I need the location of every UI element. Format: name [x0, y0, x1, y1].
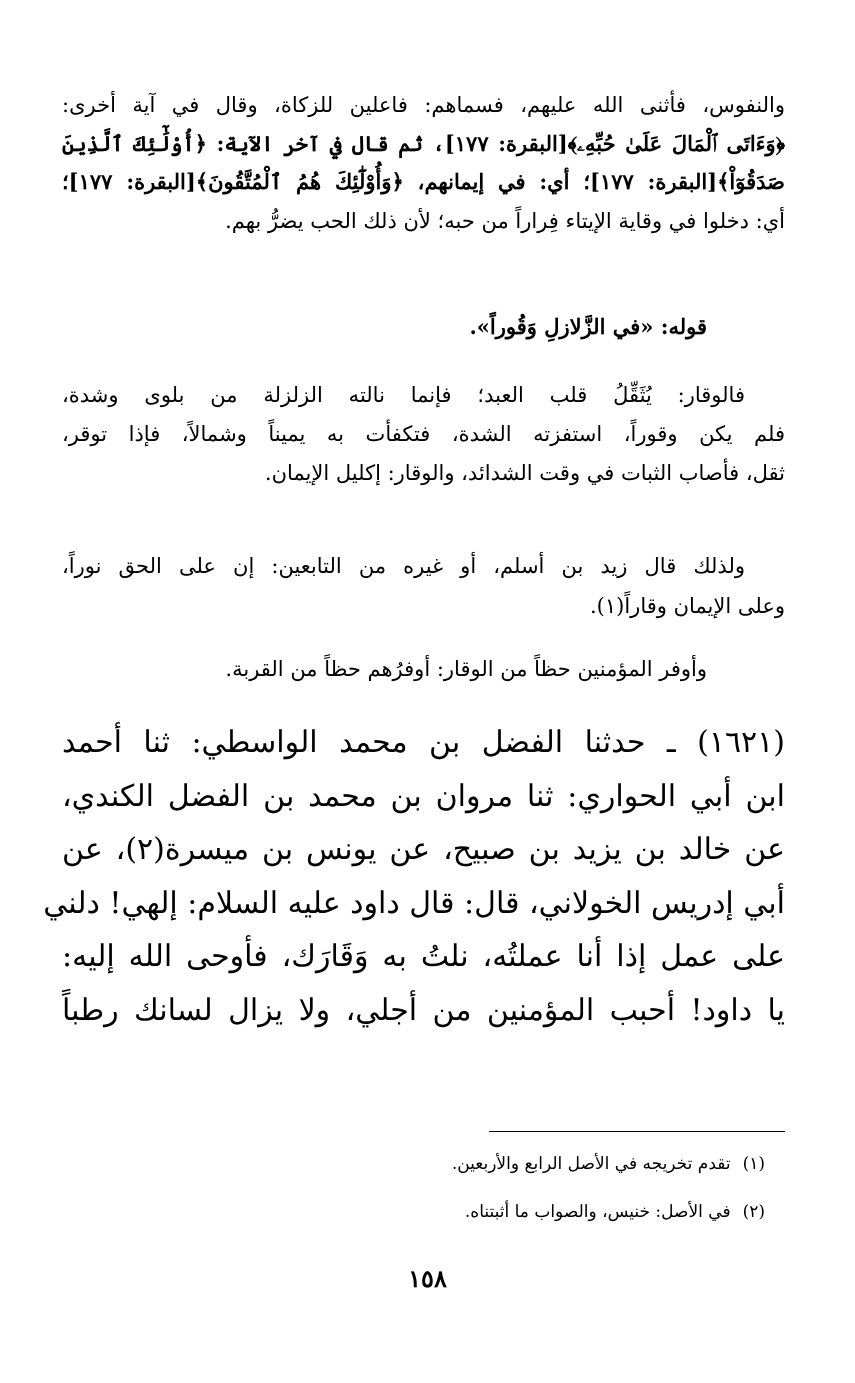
- footnote-text: تقدم تخريجه في الأصل الرابع والأربعين.: [451, 1154, 731, 1174]
- hadith-line: أبي إدريس الخولاني، قال: قال داود عليه السلام: إلهي! دلني: [43, 885, 785, 921]
- hadith-line: على عمل إذا أنا عملتُه، نلتُ به وَقَارَك، فأوحى الله إليه:: [62, 939, 785, 974]
- paragraph-awfar: [62, 650, 707, 688]
- hadith-line: ابن أبي الحواري: ثنا مروان بن محمد بن الفضل الكندي،: [62, 778, 785, 814]
- quran-verse-line: صَدَقُوٓاْ﴾[البقرة: ١٧٧]؛ أي: في إيمانهم، ﴿وَأُوْلَٰٓئِكَ هُمُ ٱلْمُتَّقُونَ﴾[البقرة: ١٧٧]؛: [62, 169, 785, 194]
- quran-verse-line: ﴿وَءَاتَى ٱلْمَالَ عَلَىٰ حُبِّهِۦ﴾[البقرة: ١٧٧]، ثم قال في آخر الآية: ﴿أُوْلَٰٓئِكَ ٱلَّذِينَ: [62, 130, 785, 156]
- footnote-number: (٢): [742, 1202, 765, 1222]
- footnote-text: في الأصل: خنيس، والصواب ما أثبتناه.: [464, 1202, 731, 1222]
- footnote-2: [465, 1200, 765, 1224]
- text-line: وعلى الإيمان وقاراً(١).: [590, 594, 785, 618]
- text-line: وأوفر المؤمنين حظاً من الوقار: أوفرُهم حظاً من القربة.: [225, 657, 707, 681]
- text-line: فالوقار: يُثَقِّلُ قلب العبد؛ فإنما نالته الزلزلة من بلوى وشدة،: [62, 383, 745, 407]
- text-line: أي: دخلوا في وقاية الإيتاء فِراراً من حبه؛ لأن ذلك الحب يضرُّ بهم.: [225, 208, 785, 233]
- footnote-1: [452, 1152, 765, 1176]
- paragraph-quranic-commentary: [62, 86, 785, 240]
- text-line: فلم يكن وقوراً، استفزته الشدة، فتكفأت به يميناً وشمالاً، فإذا توقر،: [62, 422, 785, 446]
- hadith-1621: [43, 716, 785, 1037]
- footnote-number: (١): [742, 1154, 765, 1174]
- paragraph-zayd: [62, 546, 785, 626]
- text-line: ثقل، فأصاب الثبات في وقت الشدائد، والوقار: إكليل الإيمان.: [264, 461, 785, 485]
- footnote-divider: [489, 1131, 785, 1132]
- text-line: والنفوس، فأثنى الله عليهم، فسماهم: فاعلين للزكاة، وقال في آية أخرى:: [62, 93, 785, 117]
- page-number: ١٥٨: [408, 1264, 447, 1293]
- quote-text: قوله: «في الزَّلازلِ وَقُوراً».: [469, 314, 707, 339]
- hadith-line: (١٦٢١) ـ حدثنا الفضل بن محمد الواسطي: ثنا أحمد: [62, 725, 785, 760]
- paragraph-wiqar: [62, 376, 785, 493]
- text-line: ولذلك قال زيد بن أسلم، أو غيره من التابعين: إن على الحق نوراً،: [62, 554, 745, 578]
- hadith-line: يا داود! أحبب المؤمنين من أجلي، ولا يزال لسانك رطباً: [62, 992, 785, 1028]
- paragraph-quote: [62, 308, 707, 346]
- hadith-line: عن خالد بن يزيد بن صبيح، عن يونس بن ميسرة(٢)، عن: [62, 832, 785, 867]
